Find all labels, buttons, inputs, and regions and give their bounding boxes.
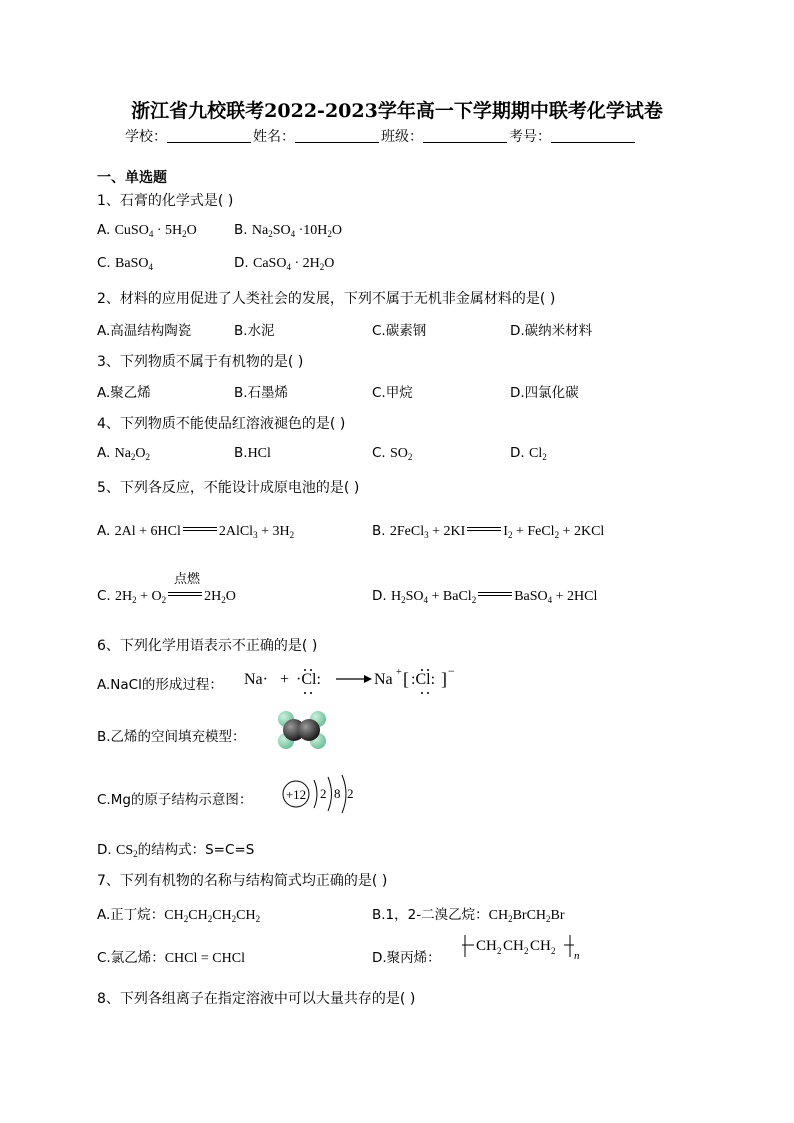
question-7-option-a-label: A.正丁烷： [97,907,165,923]
svg-text:n: n [574,950,580,962]
question-3-option-d[interactable]: D.四氯化碳 [510,385,579,401]
mg-nucleus-charge: +12 [285,787,307,802]
question-4-option-c[interactable]: C. $SO_2$ [372,445,413,462]
svg-text:2: 2 [497,946,502,956]
polypropylene-structure [460,930,600,962]
svg-text:Na·: Na· [244,671,268,688]
question-4-option-d[interactable]: D. $Cl_2$ [510,445,547,462]
svg-text:2: 2 [551,946,556,956]
section-title: 一、单选题 [97,170,167,186]
question-4-stem: 4、下列物质不能使品红溶液褪色的是( ) [97,416,346,432]
question-5-option-d[interactable]: D. $H_2SO_4$ + BaCl$_2$ BaSO$_4$ + 2HCl [372,588,598,605]
question-6-option-b-label: B.乙烯的空间填充模型： [97,729,246,745]
mg-shell-2: 8 [334,786,341,801]
question-1-stem: 1、石膏的化学式是( ) [97,193,234,209]
question-2-stem: 2、材料的应用促进了人类社会的发展，下列不属于无机非金属材料的是( ) [97,291,556,307]
svg-text:+: + [280,671,290,688]
question-5-option-c[interactable]: C. $2H_2 + O_2$ $2H_2O$ [97,588,236,605]
question-3-option-c[interactable]: C.甲烷 [372,385,413,401]
question-6-option-d[interactable]: D. $CS_2$的结构式：S=C=S [97,842,255,859]
question-6-option-a[interactable] [97,673,223,693]
nacl-formation-diagram [240,662,460,696]
name-label: 姓名： [253,129,295,145]
question-1-option-d[interactable]: D. CaSO$_4$ · $2H_2O$ [234,255,335,272]
question-3-option-b[interactable]: B.石墨烯 [234,385,289,401]
svg-text:Na: Na [374,671,393,688]
question-4-option-a[interactable]: A. $Na_2O_2$ [97,445,151,462]
question-1-option-c[interactable]: C. BaSO$_4$ [97,255,153,272]
question-7-option-b-label: B.1，2-二溴乙烷： [372,907,489,923]
question-5-stem: 5、下列各反应，不能设计成原电池的是( ) [97,480,360,496]
question-6-stem: 6、下列化学用语表示不正确的是( ) [97,638,318,654]
school-blank[interactable] [167,128,251,143]
question-1-option-b[interactable]: B. $Na_2SO_4 \cdot 10H_2O$ [234,222,342,239]
svg-text:·Cl:: ·Cl: [296,671,321,688]
exam-title: 浙江省九校联考2022-2023学年高一下学期期中联考化学试卷 [131,100,663,122]
question-6-option-c[interactable] [97,788,252,808]
svg-text::Cl:: :Cl: [411,671,436,688]
question-7-option-c[interactable]: C.氯乙烯：CHCl = CHCl [97,950,245,966]
combustion-condition: 点燃 [174,572,201,587]
student-info-line [125,126,637,146]
svg-text:2: 2 [524,946,529,956]
svg-text:CH: CH [530,938,551,954]
question-7-option-b[interactable]: B.1，2-二溴乙烷：$CH_2BrCH_2Br$ [372,907,565,924]
school-label: 学校： [125,129,167,145]
mg-atomic-structure-diagram [280,774,356,814]
svg-text:]: ] [441,669,447,689]
svg-text:[: [ [403,669,409,689]
question-6-option-b[interactable] [97,725,246,745]
mg-shell-3: 2 [347,786,354,801]
exam-number-label: 考号： [509,129,551,145]
question-3-option-a[interactable]: A.聚乙烯 [97,385,151,401]
svg-text:CH: CH [503,938,524,954]
svg-text:−: − [448,664,455,678]
question-7-option-d-label: D.聚丙烯： [372,950,441,966]
exam-number-blank[interactable] [551,128,635,143]
question-5-option-a[interactable]: A. 2Al + 6HCl 2AlCl$_3$ + $3H_2$ [97,523,295,540]
question-2-option-a[interactable]: A.高温结构陶瓷 [97,323,192,339]
question-1-option-a[interactable]: A. CuSO$_4$ · $5H_2O$ [97,222,197,239]
question-7-stem: 7、下列有机物的名称与结构简式均正确的是( ) [97,873,388,889]
name-blank[interactable] [295,128,379,143]
question-7-option-c-label: C.氯乙烯： [97,950,165,966]
svg-text:+: + [396,667,402,678]
ethylene-space-filling-model [274,709,330,751]
question-2-option-d[interactable]: D.碳纳米材料 [510,323,593,339]
question-6-option-c-label: C.Mg的原子结构示意图： [97,792,253,808]
mg-shell-1: 2 [320,786,327,801]
question-2-option-b[interactable]: B.水泥 [234,323,275,339]
question-6-option-a-label: A.NaCl的形成过程： [97,677,223,693]
svg-text:CH: CH [476,938,497,954]
class-label: 班级： [381,129,423,145]
question-4-option-b[interactable]: B.HCl [234,445,271,461]
question-3-stem: 3、下列物质不属于有机物的是( ) [97,354,304,370]
class-blank[interactable] [423,128,507,143]
question-8-stem: 8、下列各组离子在指定溶液中可以大量共存的是( ) [97,991,416,1007]
question-2-option-c[interactable]: C.碳素钢 [372,323,427,339]
question-6-option-d-label: 的结构式：S=C=S [137,842,255,858]
question-7-option-d[interactable] [372,946,441,966]
question-5-option-b[interactable]: B. 2FeCl$_3$ + 2KI $I_2$ + FeCl$_2$ + 2KCl [372,523,605,540]
question-7-option-a[interactable]: A.正丁烷：$CH_2CH_2CH_2CH_2$ [97,907,261,924]
